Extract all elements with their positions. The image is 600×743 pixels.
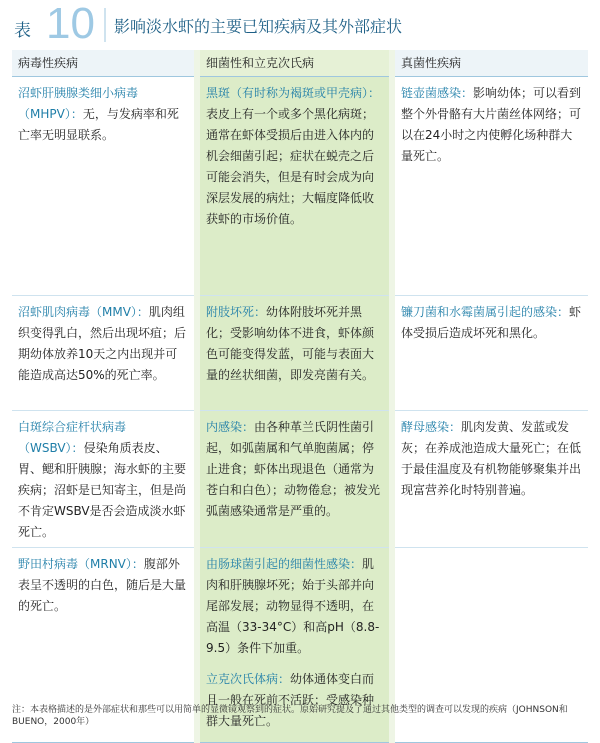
disease-table — [12, 50, 588, 743]
header-bacterial: 细菌性和立克次氏病 — [197, 50, 392, 77]
symptom-text: 侵染角质表皮、胃、鳃和肝胰腺；海水虾的主要疾病；沼虾是已知寄主，但是尚不肯定WSBV是否会造成淡水虾死亡。 — [18, 441, 187, 539]
disease-name: 黑斑（有时称为褐斑或甲壳病）： — [206, 86, 381, 100]
table-row — [12, 77, 588, 296]
bacterial-entry — [206, 554, 383, 659]
title-prefix: 表 — [14, 21, 31, 41]
title-divider — [104, 8, 106, 42]
disease-name: 野田村病毒（MRNV）： — [18, 557, 144, 571]
footnote: 注：本表格描述的是外部症状和那些可以用简单的显微镜观察到的症状。原始研究提及了通过其他类型的调查可以发现的疾病（JOHNSON和BUENO，2000年） — [12, 705, 568, 727]
disease-name: 链壶菌感染： — [401, 86, 474, 100]
disease-name: 由肠球菌引起的细菌性感染： — [206, 557, 363, 571]
table-title — [0, 0, 600, 46]
symptom-text: 虾体受损后造成坏死和黑化。 — [401, 305, 582, 340]
header-fungal: 真菌性疾病 — [392, 50, 588, 77]
bacterial-cell — [197, 296, 392, 411]
symptom-text: 幼体通体变白而且一般在死前不活跃；受感染种群大量死亡。 — [206, 672, 375, 728]
symptom-text: 由各种革兰氏阴性菌引起，如弧菌属和气单胞菌属；停止进食；虾体出现退色（通常为苍白和白色）；动物倦怠；被发光弧菌感染通常是严重的。 — [206, 420, 381, 518]
header-row — [12, 50, 588, 77]
bacterial-cell — [197, 77, 392, 296]
disease-name: 镰刀菌和水霉菌属引起的感染： — [401, 305, 570, 319]
disease-name: 沼虾肝胰腺类细小病毒（MHPV）： — [18, 86, 139, 121]
viral-cell — [12, 77, 197, 296]
symptom-text: 影响幼体；可以看到整个外骨骼有大片菌丝体网络；可以在24小时之内使孵化场种群大量死亡。 — [401, 86, 582, 163]
symptom-text: 无，与发病率和死亡率无明显联系。 — [18, 107, 179, 142]
disease-name: 附肢坏死： — [206, 305, 267, 319]
title-text: 影响淡水虾的主要已知疾病及其外部症状 — [114, 17, 403, 36]
symptom-text: 腹部外表呈不透明的白色，随后是大量的死亡。 — [18, 557, 187, 613]
bacterial-cell — [197, 411, 392, 548]
fungal-cell — [392, 411, 588, 548]
viral-cell — [12, 296, 197, 411]
table-number: 10 — [46, 0, 95, 48]
table-row — [12, 296, 588, 411]
viral-cell — [12, 411, 197, 548]
disease-name: 内感染： — [206, 420, 255, 434]
disease-name: 白斑综合症杆状病毒（WSBV）： — [18, 420, 127, 455]
disease-name: 立克次氏体病： — [206, 672, 291, 686]
fungal-cell — [392, 296, 588, 411]
symptom-text: 肌肉组织变得乳白，然后出现坏疽；后期幼体放养10天之内出现并可能造成高达50%的死亡率。 — [18, 305, 187, 382]
header-viral: 病毒性疾病 — [12, 50, 197, 77]
symptom-text: 肌肉发黄、发蓝或发灰；在养成池造成大量死亡；在低于最佳温度及有机物能够聚集并出现富营养化时特别普遍。 — [401, 420, 582, 497]
table-row — [12, 411, 588, 548]
disease-name: 酵母感染： — [401, 420, 462, 434]
disease-name: 沼虾肌肉病毒（MMV）： — [18, 305, 149, 319]
symptom-text: 肌肉和肝胰腺坏死；始于头部并向尾部发展；动物显得不透明，在高温（33-34°C）和高pH（8.8-9.5）条件下加重。 — [206, 557, 380, 655]
symptom-text: 表皮上有一个或多个黑化病斑；通常在虾体受损后由进入体内的机会细菌引起；症状在蜕壳之后可能会消失，但是有时会成为向深层发展的病灶；大幅度降低收获虾的市场价值。 — [206, 107, 375, 226]
fungal-cell — [392, 77, 588, 296]
symptom-text: 幼体附肢坏死并黑化；受影响幼体不进食，虾体颜色可能变得发蓝，可能与表面大量的丝状细菌，即发亮菌有关。 — [206, 305, 375, 382]
